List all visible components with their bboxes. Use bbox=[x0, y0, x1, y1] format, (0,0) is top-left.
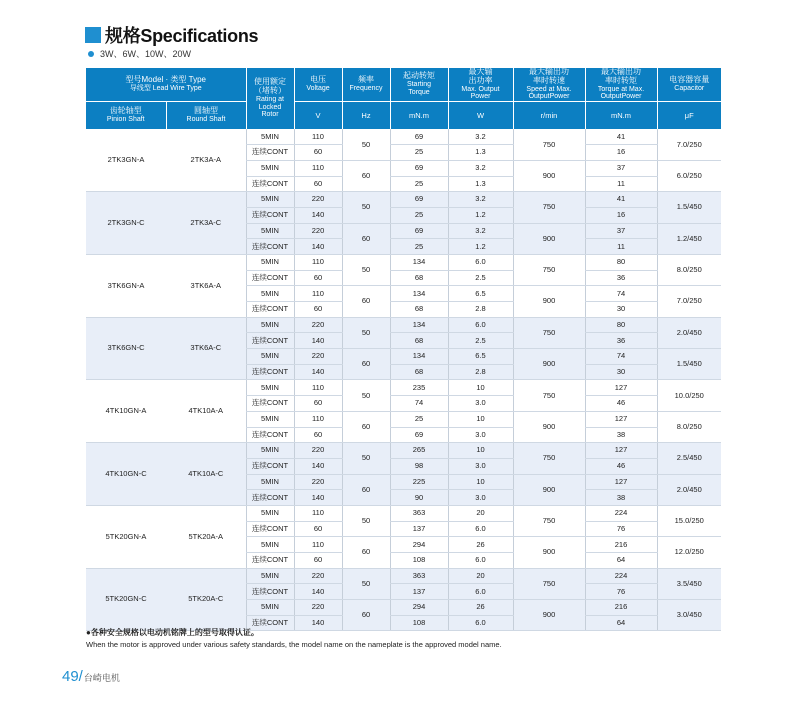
pinion-shaft-model: 3TK6GN-A bbox=[86, 254, 166, 317]
rating-cell: 5MIN bbox=[246, 505, 294, 521]
rating-cell: 5MIN bbox=[246, 317, 294, 333]
starting-torque-cell: 69 bbox=[390, 129, 448, 144]
speed-cell: 900 bbox=[513, 160, 585, 191]
torque-max-cell: 80 bbox=[585, 317, 657, 333]
voltage-cell: 60 bbox=[294, 145, 342, 161]
max-output-cell: 3.0 bbox=[448, 396, 513, 412]
voltage-cell: 110 bbox=[294, 160, 342, 176]
rating-cell: 连续CONT bbox=[246, 553, 294, 569]
table-row bbox=[86, 129, 721, 144]
max-output-cell: 6.0 bbox=[448, 553, 513, 569]
model-type-header: 型号Model · 类型 Type 导线型 Lead Wire Type bbox=[86, 68, 246, 101]
torque-max-cell: 38 bbox=[585, 490, 657, 506]
starting-torque-cell: 25 bbox=[390, 239, 448, 255]
rating-cell: 5MIN bbox=[246, 600, 294, 616]
starting-torque-cell: 25 bbox=[390, 176, 448, 192]
table-header bbox=[86, 68, 721, 129]
torque-max-cell: 46 bbox=[585, 396, 657, 412]
starting-torque-cell: 25 bbox=[390, 207, 448, 223]
rating-cell: 连续CONT bbox=[246, 521, 294, 537]
starting-torque-cell: 225 bbox=[390, 474, 448, 490]
capacitor-cell: 3.5/450 bbox=[657, 568, 721, 599]
rating-cell: 5MIN bbox=[246, 380, 294, 396]
capacitor-cell: 2.5/450 bbox=[657, 443, 721, 474]
voltage-cell: 60 bbox=[294, 427, 342, 443]
starting-torque-cell: 68 bbox=[390, 302, 448, 318]
voltage-cell: 220 bbox=[294, 349, 342, 365]
max-output-cell: 26 bbox=[448, 537, 513, 553]
capacitor-cell: 3.0/450 bbox=[657, 600, 721, 631]
rating-cell: 连续CONT bbox=[246, 490, 294, 506]
starting-torque-cell: 137 bbox=[390, 521, 448, 537]
page-number: 49/ bbox=[62, 668, 83, 685]
max-output-cell: 20 bbox=[448, 505, 513, 521]
speed-cell: 900 bbox=[513, 411, 585, 442]
rating-cell: 5MIN bbox=[246, 568, 294, 584]
voltage-cell: 140 bbox=[294, 458, 342, 474]
frequency-cell: 50 bbox=[342, 568, 390, 599]
table-row bbox=[86, 443, 721, 459]
torque-max-cell: 30 bbox=[585, 364, 657, 380]
table-row bbox=[86, 380, 721, 396]
max-output-cell: 3.2 bbox=[448, 223, 513, 239]
rating-cell: 连续CONT bbox=[246, 270, 294, 286]
max-output-cell: 6.5 bbox=[448, 286, 513, 302]
voltage-cell: 110 bbox=[294, 129, 342, 144]
round-shaft-model: 5TK20A-A bbox=[166, 505, 246, 568]
torque-max-header: 最大输出功 率时转矩 Torque at Max. OutputPower bbox=[585, 68, 657, 101]
capacitor-cell: 8.0/250 bbox=[657, 411, 721, 442]
voltage-cell: 110 bbox=[294, 286, 342, 302]
speed-cell: 750 bbox=[513, 568, 585, 599]
starting-torque-unit: mN.m bbox=[390, 101, 448, 129]
voltage-cell: 140 bbox=[294, 207, 342, 223]
max-output-cell: 3.0 bbox=[448, 458, 513, 474]
capacitor-cell: 12.0/250 bbox=[657, 537, 721, 568]
torque-max-cell: 11 bbox=[585, 239, 657, 255]
rating-cell: 连续CONT bbox=[246, 584, 294, 600]
speed-cell: 900 bbox=[513, 600, 585, 631]
subtitle-block bbox=[88, 47, 191, 60]
voltage-cell: 140 bbox=[294, 239, 342, 255]
rating-header: 使用额定 （堵转） Rating at Locked Rotor bbox=[246, 68, 294, 129]
capacitor-cell: 7.0/250 bbox=[657, 129, 721, 160]
frequency-cell: 60 bbox=[342, 223, 390, 254]
capacitor-cell: 1.2/450 bbox=[657, 223, 721, 254]
capacitor-header: 电容器容量 Capacitor bbox=[657, 68, 721, 101]
rating-cell: 连续CONT bbox=[246, 207, 294, 223]
speed-header: 最大输出功 率时转速 Speed at Max. OutputPower bbox=[513, 68, 585, 101]
torque-max-cell: 36 bbox=[585, 333, 657, 349]
voltage-cell: 110 bbox=[294, 411, 342, 427]
table-row bbox=[86, 505, 721, 521]
max-output-cell: 3.0 bbox=[448, 427, 513, 443]
capacitor-cell: 2.0/450 bbox=[657, 317, 721, 348]
voltage-cell: 60 bbox=[294, 521, 342, 537]
pinion-shaft-model: 2TK3GN-C bbox=[86, 192, 166, 255]
max-output-cell: 6.0 bbox=[448, 254, 513, 270]
pinion-shaft-model: 4TK10GN-C bbox=[86, 443, 166, 506]
speed-cell: 750 bbox=[513, 505, 585, 536]
speed-cell: 900 bbox=[513, 223, 585, 254]
speed-cell: 900 bbox=[513, 349, 585, 380]
torque-max-cell: 38 bbox=[585, 427, 657, 443]
voltage-cell: 220 bbox=[294, 474, 342, 490]
rating-cell: 5MIN bbox=[246, 286, 294, 302]
frequency-cell: 60 bbox=[342, 537, 390, 568]
max-output-cell: 20 bbox=[448, 568, 513, 584]
subtitle: 3W、6W、10W、20W bbox=[100, 49, 192, 59]
max-output-cell: 10 bbox=[448, 380, 513, 396]
round-shaft-model: 2TK3A-C bbox=[166, 192, 246, 255]
torque-max-cell: 74 bbox=[585, 286, 657, 302]
round-shaft-model: 4TK10A-A bbox=[166, 380, 246, 443]
round-shaft-model: 3TK6A-A bbox=[166, 254, 246, 317]
round-shaft-header: 圆轴型 Round Shaft bbox=[166, 101, 246, 129]
starting-torque-cell: 74 bbox=[390, 396, 448, 412]
starting-torque-cell: 294 bbox=[390, 600, 448, 616]
max-output-cell: 10 bbox=[448, 474, 513, 490]
max-output-cell: 6.0 bbox=[448, 584, 513, 600]
rating-cell: 5MIN bbox=[246, 160, 294, 176]
starting-torque-cell: 98 bbox=[390, 458, 448, 474]
torque-max-cell: 64 bbox=[585, 615, 657, 631]
speed-cell: 750 bbox=[513, 129, 585, 160]
rating-cell: 连续CONT bbox=[246, 396, 294, 412]
max-output-cell: 3.2 bbox=[448, 160, 513, 176]
note-en: When the motor is approved under various safety standards, the model name on the nameplate is the approved model name. bbox=[86, 640, 502, 649]
capacitor-cell: 6.0/250 bbox=[657, 160, 721, 191]
torque-max-unit: mN.m bbox=[585, 101, 657, 129]
table-row bbox=[86, 568, 721, 584]
max-output-cell: 10 bbox=[448, 411, 513, 427]
voltage-cell: 60 bbox=[294, 396, 342, 412]
voltage-cell: 60 bbox=[294, 176, 342, 192]
starting-torque-cell: 134 bbox=[390, 349, 448, 365]
torque-max-cell: 127 bbox=[585, 443, 657, 459]
starting-torque-cell: 68 bbox=[390, 364, 448, 380]
voltage-cell: 220 bbox=[294, 317, 342, 333]
torque-max-cell: 16 bbox=[585, 207, 657, 223]
torque-max-cell: 76 bbox=[585, 521, 657, 537]
rating-cell: 连续CONT bbox=[246, 239, 294, 255]
starting-torque-cell: 69 bbox=[390, 223, 448, 239]
max-output-unit: W bbox=[448, 101, 513, 129]
torque-max-cell: 216 bbox=[585, 537, 657, 553]
max-output-cell: 1.2 bbox=[448, 239, 513, 255]
torque-max-cell: 127 bbox=[585, 474, 657, 490]
rating-cell: 5MIN bbox=[246, 129, 294, 144]
voltage-cell: 220 bbox=[294, 192, 342, 208]
bullet-dot-icon bbox=[88, 51, 94, 57]
rating-cell: 5MIN bbox=[246, 537, 294, 553]
starting-torque-cell: 134 bbox=[390, 317, 448, 333]
torque-max-cell: 127 bbox=[585, 380, 657, 396]
starting-torque-cell: 108 bbox=[390, 615, 448, 631]
round-shaft-model: 2TK3A-A bbox=[166, 129, 246, 191]
starting-torque-cell: 108 bbox=[390, 553, 448, 569]
speed-unit: r/min bbox=[513, 101, 585, 129]
torque-max-cell: 37 bbox=[585, 160, 657, 176]
voltage-cell: 110 bbox=[294, 537, 342, 553]
max-output-header: 最大输 出功率 Max. Output Power bbox=[448, 68, 513, 101]
rating-cell: 5MIN bbox=[246, 192, 294, 208]
torque-max-cell: 30 bbox=[585, 302, 657, 318]
pinion-shaft-model: 2TK3GN-A bbox=[86, 129, 166, 191]
starting-torque-cell: 134 bbox=[390, 254, 448, 270]
torque-max-cell: 46 bbox=[585, 458, 657, 474]
capacitor-cell: 7.0/250 bbox=[657, 286, 721, 317]
starting-torque-cell: 363 bbox=[390, 568, 448, 584]
voltage-header: 电压 Voltage bbox=[294, 68, 342, 101]
torque-max-cell: 127 bbox=[585, 411, 657, 427]
voltage-cell: 220 bbox=[294, 568, 342, 584]
starting-torque-cell: 68 bbox=[390, 270, 448, 286]
voltage-cell: 110 bbox=[294, 505, 342, 521]
frequency-cell: 60 bbox=[342, 349, 390, 380]
starting-torque-cell: 25 bbox=[390, 411, 448, 427]
starting-torque-cell: 137 bbox=[390, 584, 448, 600]
torque-max-cell: 41 bbox=[585, 129, 657, 144]
voltage-cell: 60 bbox=[294, 270, 342, 286]
frequency-cell: 50 bbox=[342, 443, 390, 474]
torque-max-cell: 11 bbox=[585, 176, 657, 192]
footer bbox=[62, 668, 120, 685]
spec-table bbox=[86, 68, 721, 631]
starting-torque-cell: 134 bbox=[390, 286, 448, 302]
max-output-cell: 1.3 bbox=[448, 145, 513, 161]
max-output-cell: 3.2 bbox=[448, 192, 513, 208]
round-shaft-model: 3TK6A-C bbox=[166, 317, 246, 380]
starting-torque-cell: 90 bbox=[390, 490, 448, 506]
rating-cell: 连续CONT bbox=[246, 145, 294, 161]
title-square-icon bbox=[85, 27, 101, 43]
starting-torque-cell: 294 bbox=[390, 537, 448, 553]
rating-cell: 连续CONT bbox=[246, 364, 294, 380]
speed-cell: 900 bbox=[513, 537, 585, 568]
frequency-cell: 60 bbox=[342, 600, 390, 631]
torque-max-cell: 37 bbox=[585, 223, 657, 239]
pinion-shaft-model: 3TK6GN-C bbox=[86, 317, 166, 380]
max-output-cell: 2.8 bbox=[448, 364, 513, 380]
voltage-cell: 60 bbox=[294, 553, 342, 569]
starting-torque-cell: 69 bbox=[390, 192, 448, 208]
table-row bbox=[86, 254, 721, 270]
frequency-unit: Hz bbox=[342, 101, 390, 129]
max-output-cell: 3.2 bbox=[448, 129, 513, 144]
speed-cell: 750 bbox=[513, 380, 585, 411]
pinion-shaft-header: 齿轮轴型 Pinion Shaft bbox=[86, 101, 166, 129]
voltage-cell: 110 bbox=[294, 254, 342, 270]
voltage-cell: 140 bbox=[294, 364, 342, 380]
torque-max-cell: 216 bbox=[585, 600, 657, 616]
rating-cell: 5MIN bbox=[246, 349, 294, 365]
rating-cell: 5MIN bbox=[246, 223, 294, 239]
max-output-cell: 6.0 bbox=[448, 521, 513, 537]
rating-cell: 连续CONT bbox=[246, 427, 294, 443]
capacitor-cell: 15.0/250 bbox=[657, 505, 721, 536]
pinion-shaft-model: 5TK20GN-C bbox=[86, 568, 166, 631]
rating-cell: 连续CONT bbox=[246, 458, 294, 474]
rating-cell: 连续CONT bbox=[246, 615, 294, 631]
voltage-cell: 140 bbox=[294, 333, 342, 349]
rating-cell: 连续CONT bbox=[246, 176, 294, 192]
starting-torque-cell: 235 bbox=[390, 380, 448, 396]
frequency-cell: 60 bbox=[342, 474, 390, 505]
table-body bbox=[86, 129, 721, 631]
voltage-cell: 220 bbox=[294, 443, 342, 459]
max-output-cell: 6.5 bbox=[448, 349, 513, 365]
voltage-cell: 220 bbox=[294, 600, 342, 616]
note-block bbox=[86, 627, 502, 649]
voltage-cell: 140 bbox=[294, 584, 342, 600]
torque-max-cell: 64 bbox=[585, 553, 657, 569]
voltage-cell: 110 bbox=[294, 380, 342, 396]
torque-max-cell: 36 bbox=[585, 270, 657, 286]
max-output-cell: 6.0 bbox=[448, 317, 513, 333]
starting-torque-cell: 69 bbox=[390, 427, 448, 443]
starting-torque-header: 起动转矩 Starting Torque bbox=[390, 68, 448, 101]
frequency-cell: 60 bbox=[342, 160, 390, 191]
max-output-cell: 2.8 bbox=[448, 302, 513, 318]
torque-max-cell: 16 bbox=[585, 145, 657, 161]
speed-cell: 750 bbox=[513, 443, 585, 474]
frequency-cell: 60 bbox=[342, 286, 390, 317]
max-output-cell: 26 bbox=[448, 600, 513, 616]
table-row bbox=[86, 192, 721, 208]
max-output-cell: 10 bbox=[448, 443, 513, 459]
starting-torque-cell: 265 bbox=[390, 443, 448, 459]
frequency-cell: 50 bbox=[342, 254, 390, 285]
max-output-cell: 1.2 bbox=[448, 207, 513, 223]
page-title: 规格Specifications bbox=[105, 26, 259, 46]
rating-cell: 5MIN bbox=[246, 254, 294, 270]
capacitor-cell: 1.5/450 bbox=[657, 349, 721, 380]
max-output-cell: 1.3 bbox=[448, 176, 513, 192]
starting-torque-cell: 25 bbox=[390, 145, 448, 161]
voltage-cell: 140 bbox=[294, 615, 342, 631]
table-row bbox=[86, 317, 721, 333]
capacitor-unit: μF bbox=[657, 101, 721, 129]
torque-max-cell: 80 bbox=[585, 254, 657, 270]
frequency-cell: 60 bbox=[342, 411, 390, 442]
voltage-cell: 220 bbox=[294, 223, 342, 239]
round-shaft-model: 4TK10A-C bbox=[166, 443, 246, 506]
frequency-cell: 50 bbox=[342, 380, 390, 411]
round-shaft-model: 5TK20A-C bbox=[166, 568, 246, 631]
starting-torque-cell: 69 bbox=[390, 160, 448, 176]
frequency-cell: 50 bbox=[342, 192, 390, 223]
rating-cell: 5MIN bbox=[246, 411, 294, 427]
speed-cell: 900 bbox=[513, 286, 585, 317]
note-cn: ●各种安全规格以电动机铭牌上的型号取得认证。 bbox=[86, 628, 259, 637]
rating-cell: 连续CONT bbox=[246, 302, 294, 318]
max-output-cell: 3.0 bbox=[448, 490, 513, 506]
rating-cell: 连续CONT bbox=[246, 333, 294, 349]
speed-cell: 750 bbox=[513, 254, 585, 285]
speed-cell: 900 bbox=[513, 474, 585, 505]
starting-torque-cell: 68 bbox=[390, 333, 448, 349]
speed-cell: 750 bbox=[513, 317, 585, 348]
pinion-shaft-model: 4TK10GN-A bbox=[86, 380, 166, 443]
voltage-cell: 60 bbox=[294, 302, 342, 318]
starting-torque-cell: 363 bbox=[390, 505, 448, 521]
max-output-cell: 6.0 bbox=[448, 615, 513, 631]
frequency-cell: 50 bbox=[342, 317, 390, 348]
frequency-header: 频率 Frequency bbox=[342, 68, 390, 101]
rating-cell: 5MIN bbox=[246, 443, 294, 459]
frequency-cell: 50 bbox=[342, 129, 390, 160]
torque-max-cell: 41 bbox=[585, 192, 657, 208]
rating-cell: 5MIN bbox=[246, 474, 294, 490]
max-output-cell: 2.5 bbox=[448, 270, 513, 286]
brand-name: 台崎电机 bbox=[83, 673, 120, 683]
torque-max-cell: 224 bbox=[585, 505, 657, 521]
voltage-unit: V bbox=[294, 101, 342, 129]
speed-cell: 750 bbox=[513, 192, 585, 223]
max-output-cell: 2.5 bbox=[448, 333, 513, 349]
pinion-shaft-model: 5TK20GN-A bbox=[86, 505, 166, 568]
capacitor-cell: 2.0/450 bbox=[657, 474, 721, 505]
frequency-cell: 50 bbox=[342, 505, 390, 536]
voltage-cell: 140 bbox=[294, 490, 342, 506]
torque-max-cell: 224 bbox=[585, 568, 657, 584]
torque-max-cell: 76 bbox=[585, 584, 657, 600]
title-block bbox=[85, 22, 258, 48]
capacitor-cell: 10.0/250 bbox=[657, 380, 721, 411]
capacitor-cell: 1.5/450 bbox=[657, 192, 721, 223]
capacitor-cell: 8.0/250 bbox=[657, 254, 721, 285]
torque-max-cell: 74 bbox=[585, 349, 657, 365]
